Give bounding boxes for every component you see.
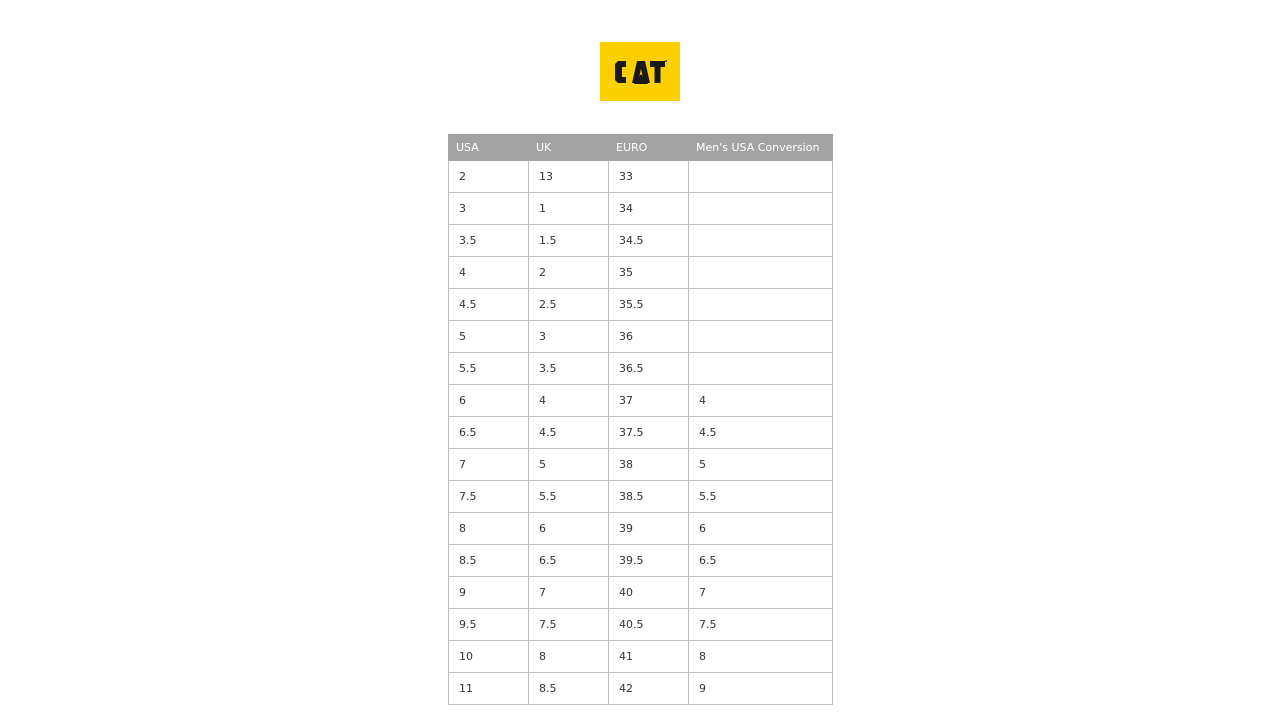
cell-euro: 41	[609, 641, 689, 673]
cell-usa: 8	[449, 513, 529, 545]
cell-usa: 4.5	[449, 289, 529, 321]
cell-usa: 8.5	[449, 545, 529, 577]
cell-usa: 9	[449, 577, 529, 609]
cell-usa: 2	[449, 161, 529, 193]
cell-usa: 10	[449, 641, 529, 673]
cell-usa: 5.5	[449, 353, 529, 385]
table-row	[449, 289, 833, 321]
header-mens-usa-conversion: Men's USA Conversion	[689, 135, 833, 161]
cell-uk: 5.5	[529, 481, 609, 513]
cell-mens-usa-conversion: 6.5	[689, 545, 833, 577]
table-row	[449, 673, 833, 705]
cell-euro: 34.5	[609, 225, 689, 257]
cell-uk: 8.5	[529, 673, 609, 705]
table-row	[449, 385, 833, 417]
cat-logo-icon	[612, 55, 668, 89]
cell-usa: 6	[449, 385, 529, 417]
cell-uk: 13	[529, 161, 609, 193]
cell-euro: 33	[609, 161, 689, 193]
cell-usa: 9.5	[449, 609, 529, 641]
cell-mens-usa-conversion: 8	[689, 641, 833, 673]
cell-mens-usa-conversion	[689, 161, 833, 193]
cell-mens-usa-conversion	[689, 225, 833, 257]
cell-usa: 11	[449, 673, 529, 705]
cell-mens-usa-conversion: 5	[689, 449, 833, 481]
table-row	[449, 193, 833, 225]
cell-euro: 39.5	[609, 545, 689, 577]
cell-euro: 36.5	[609, 353, 689, 385]
cell-euro: 36	[609, 321, 689, 353]
table-body	[449, 161, 833, 705]
table-row	[449, 641, 833, 673]
cell-euro: 37.5	[609, 417, 689, 449]
cell-uk: 3.5	[529, 353, 609, 385]
cell-usa: 6.5	[449, 417, 529, 449]
cell-mens-usa-conversion: 7.5	[689, 609, 833, 641]
table-row	[449, 225, 833, 257]
cell-usa: 4	[449, 257, 529, 289]
cell-usa: 3.5	[449, 225, 529, 257]
cell-uk: 6.5	[529, 545, 609, 577]
cell-euro: 37	[609, 385, 689, 417]
cell-uk: 5	[529, 449, 609, 481]
cell-mens-usa-conversion: 9	[689, 673, 833, 705]
cell-euro: 40	[609, 577, 689, 609]
cell-uk: 3	[529, 321, 609, 353]
table-row	[449, 577, 833, 609]
table-row	[449, 417, 833, 449]
cell-mens-usa-conversion: 5.5	[689, 481, 833, 513]
table-row	[449, 161, 833, 193]
cell-uk: 8	[529, 641, 609, 673]
size-conversion-table	[448, 134, 833, 705]
cell-euro: 42	[609, 673, 689, 705]
cell-uk: 1.5	[529, 225, 609, 257]
cell-uk: 1	[529, 193, 609, 225]
table-row	[449, 513, 833, 545]
table-row	[449, 321, 833, 353]
cell-usa: 7.5	[449, 481, 529, 513]
cell-mens-usa-conversion	[689, 353, 833, 385]
cell-mens-usa-conversion: 4.5	[689, 417, 833, 449]
table-row	[449, 353, 833, 385]
cell-mens-usa-conversion	[689, 321, 833, 353]
cell-mens-usa-conversion: 7	[689, 577, 833, 609]
cell-euro: 38	[609, 449, 689, 481]
cell-uk: 4.5	[529, 417, 609, 449]
cell-uk: 6	[529, 513, 609, 545]
header-usa: USA	[449, 135, 529, 161]
table-row	[449, 257, 833, 289]
table-row	[449, 481, 833, 513]
table-row	[449, 449, 833, 481]
cell-mens-usa-conversion	[689, 289, 833, 321]
cell-euro: 34	[609, 193, 689, 225]
table-row	[449, 545, 833, 577]
header-uk: UK	[529, 135, 609, 161]
cat-logo	[600, 42, 680, 101]
table-header-row	[449, 135, 833, 161]
cell-usa: 5	[449, 321, 529, 353]
cell-uk: 2	[529, 257, 609, 289]
cell-euro: 35.5	[609, 289, 689, 321]
cell-uk: 4	[529, 385, 609, 417]
cell-euro: 40.5	[609, 609, 689, 641]
cell-usa: 3	[449, 193, 529, 225]
cell-euro: 38.5	[609, 481, 689, 513]
cell-usa: 7	[449, 449, 529, 481]
cell-mens-usa-conversion: 6	[689, 513, 833, 545]
cell-uk: 7	[529, 577, 609, 609]
cell-mens-usa-conversion: 4	[689, 385, 833, 417]
cell-mens-usa-conversion	[689, 257, 833, 289]
cell-mens-usa-conversion	[689, 193, 833, 225]
header-euro: EURO	[609, 135, 689, 161]
table-row	[449, 609, 833, 641]
cell-euro: 39	[609, 513, 689, 545]
cell-uk: 2.5	[529, 289, 609, 321]
cell-uk: 7.5	[529, 609, 609, 641]
cell-euro: 35	[609, 257, 689, 289]
